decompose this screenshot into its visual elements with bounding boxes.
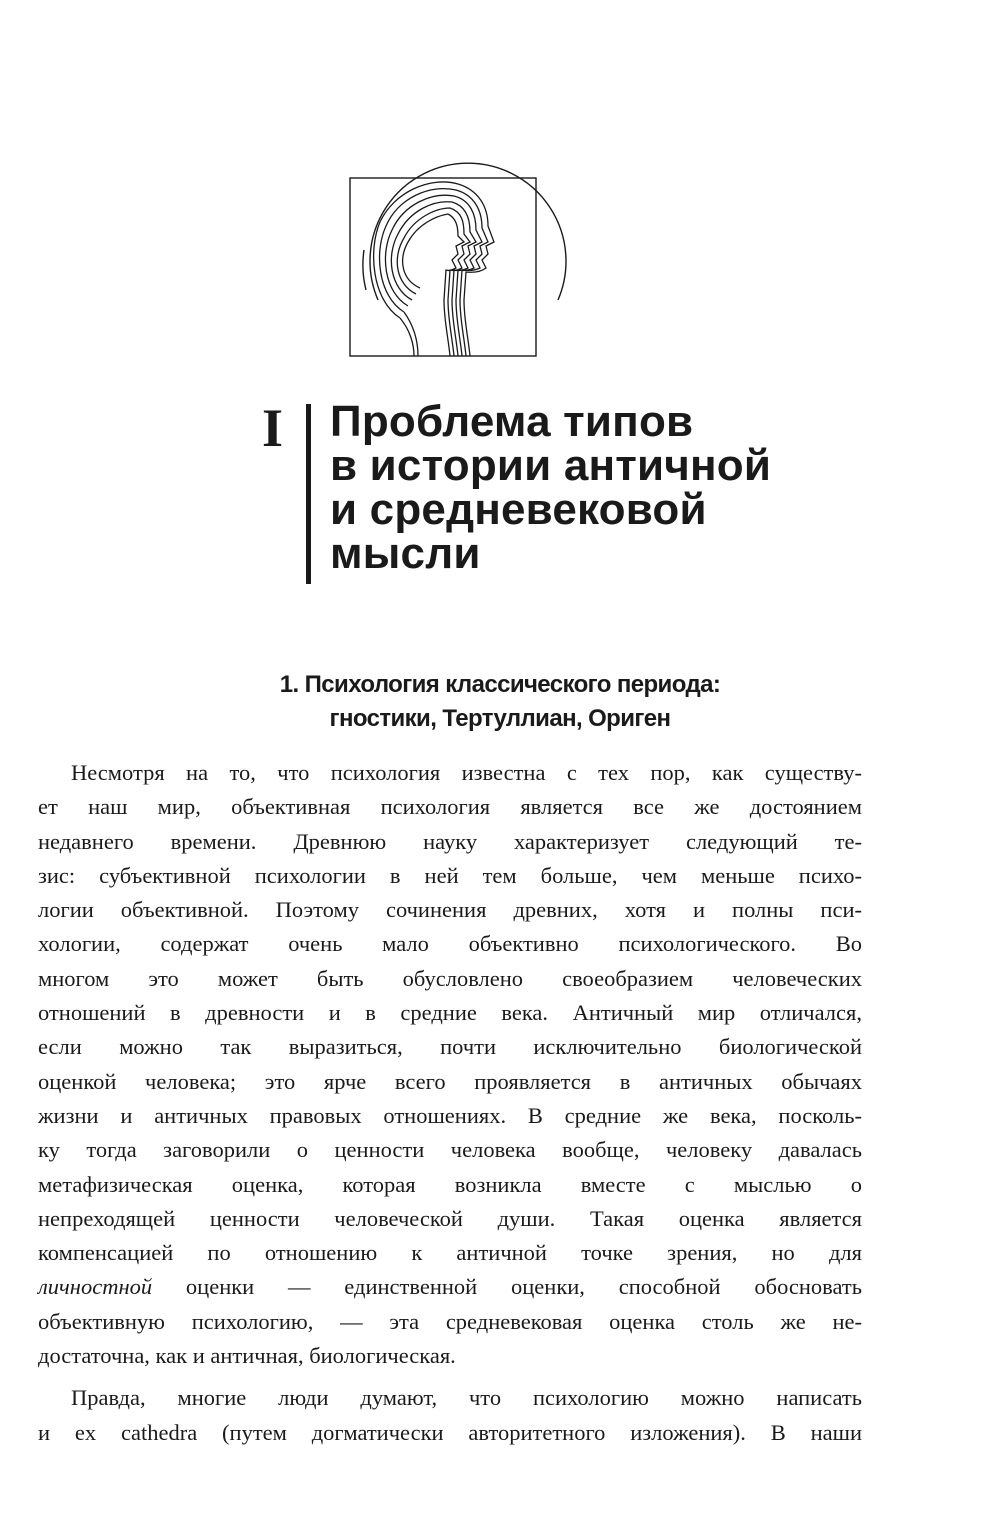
text-line: компенсацией по отношению к античной точке зрения, но для <box>38 1240 862 1266</box>
section-title-line: гностики, Тертуллиан, Ориген <box>329 705 671 732</box>
chapter-number: I <box>262 398 284 458</box>
text-line: жизни и античных правовых отношениях. В средние же века, посколь- <box>38 1102 862 1128</box>
text-line: непреходящей ценности человеческой души. Такая оценка является <box>38 1205 862 1231</box>
chapter-divider <box>306 404 311 584</box>
text-line: многом это может быть обусловлено своеобразием человеческих <box>38 965 862 991</box>
body-text <box>38 756 862 1450</box>
chapter-title-line: Проблема типов <box>330 397 694 446</box>
chapter-emblem-head-icon <box>318 140 578 385</box>
text-line: зис: субъективной психологии в ней тем больше, чем меньше психо- <box>38 862 862 888</box>
italic-term: личностной <box>38 1274 153 1300</box>
paragraph-2 <box>38 1381 862 1450</box>
chapter-title <box>330 397 890 578</box>
text-line: метафизическая оценка, которая возникла вместе с мыслью о <box>38 1171 862 1197</box>
text-line: если можно так выразиться, почти исключительно биологической <box>38 1034 862 1060</box>
paragraph-gap <box>38 1373 862 1381</box>
chapter-title-line: и средневековой <box>330 485 707 534</box>
chapter-title-line: в истории античной <box>330 441 772 490</box>
text-line: хологии, содержат очень мало объективно психологического. Во <box>38 931 862 957</box>
text-line: Несмотря на то, что психология известна с тех пор, как существу- <box>71 760 862 785</box>
text-line: объективную психологию, — эта средневековая оценка столь же не- <box>38 1308 862 1334</box>
text-line: оценкой человека; это ярче всего проявляется в античных обычаях <box>38 1068 862 1094</box>
text-line: и ex cathedra (путем догматически авторитетного изложения). В наши <box>38 1419 862 1445</box>
text-line: логии объективной. Поэтому сочинения древних, хотя и полны пси- <box>38 897 862 923</box>
paragraph-1 <box>38 756 862 1373</box>
chapter-heading <box>262 398 902 598</box>
text-line: недавнего времени. Древнюю науку характеризует следующий те- <box>38 828 862 854</box>
chapter-title-line: мысли <box>330 529 481 578</box>
text-line-rest: оценки — единственной оценки, способной обосновать <box>152 1274 862 1300</box>
text-line: ет наш мир, объективная психология является все же достоянием <box>38 794 862 820</box>
text-line: Правда, многие люди думают, что психологию можно написать <box>71 1385 862 1411</box>
text-line: отношений в древности и в средние века. Античный мир отличался, <box>38 1000 862 1026</box>
text-line: достаточна, как и античная, биологическая. <box>38 1343 456 1369</box>
section-title <box>40 668 960 736</box>
section-title-line: 1. Психология классического периода: <box>279 671 721 698</box>
text-line: ку тогда заговорили о ценности человека вообще, человеку давалась <box>38 1137 862 1163</box>
text-line-with-italic <box>38 1270 862 1304</box>
